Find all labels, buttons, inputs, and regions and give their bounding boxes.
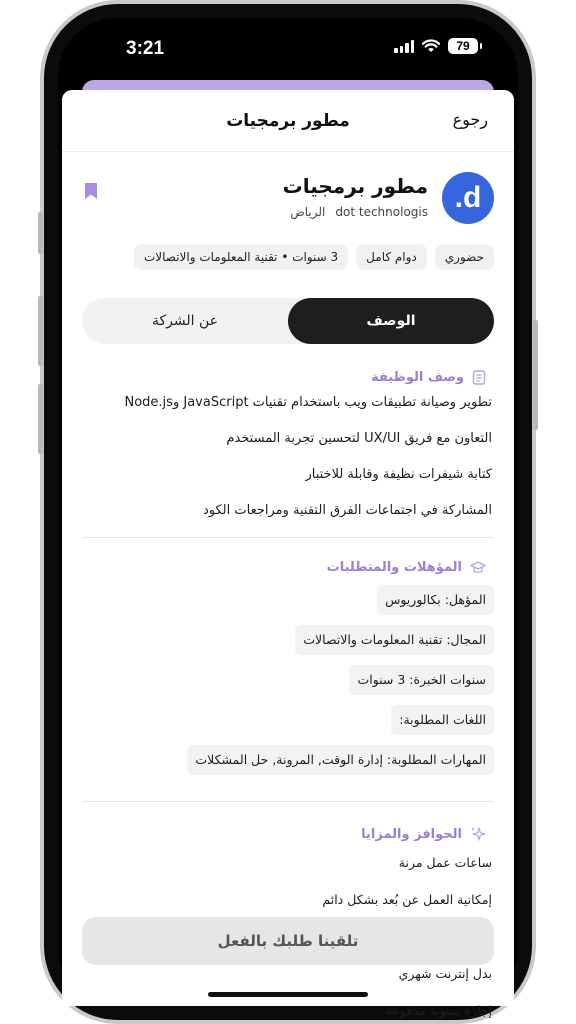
back-button[interactable]: رجوع — [452, 110, 488, 129]
description-list — [82, 393, 494, 521]
phone-screen — [58, 18, 518, 1018]
list-item: المؤهل: بكالوريوس — [377, 585, 494, 615]
nav-header — [62, 90, 514, 152]
signal-icon — [394, 39, 414, 53]
company-name: dot technologis — [335, 205, 428, 219]
tab-about-company[interactable]: عن الشركة — [152, 313, 219, 329]
list-item: التعاون مع فريق UX/UI لتحسين تجربة المستخدم — [226, 431, 492, 446]
job-title: مطور برمجيات — [282, 174, 428, 198]
description-title-label: وصف الوظيفة — [371, 370, 464, 385]
apply-status-button[interactable]: تلقينا طلبك بالفعل — [82, 917, 494, 965]
list-item: المشاركة في اجتماعات الفرق التقنية ومراجعات الكود — [202, 503, 492, 518]
page-title: مطور برمجيات — [226, 110, 350, 131]
job-header — [82, 152, 494, 238]
requirements-section-title — [82, 560, 494, 575]
silent-switch — [38, 212, 43, 254]
document-icon — [472, 370, 486, 385]
home-indicator[interactable] — [208, 992, 368, 997]
volume-down-button — [38, 384, 43, 454]
list-item: تطوير وصيانة تطبيقات ويب باستخدام تقنيات JavaScript وNode.js — [124, 395, 492, 410]
tab-description[interactable]: الوصف — [288, 298, 494, 344]
job-location: الرياض — [290, 205, 326, 219]
section-divider — [82, 801, 494, 802]
benefits-section-title — [82, 826, 494, 842]
tag-experience-field: 3 سنوات • تقنية المعلومات والاتصالات — [134, 244, 348, 270]
list-item: إجازة سنوية مدفوعة — [385, 1003, 492, 1018]
battery-icon — [448, 38, 478, 54]
battery-level: 79 — [456, 39, 470, 53]
description-section-title — [82, 370, 494, 385]
list-item: كتابة شيفرات نظيفة وقابلة للاختبار — [305, 467, 492, 482]
job-tags — [82, 244, 494, 270]
company-logo: d. — [442, 172, 494, 224]
list-item: بدل إنترنت شهري — [398, 966, 492, 981]
power-button — [533, 320, 538, 430]
tag-employment-type: دوام كامل — [356, 244, 427, 270]
list-item: إمكانية العمل عن بُعد بشكل دائم — [322, 892, 492, 907]
tab-bar — [82, 298, 494, 344]
graduation-cap-icon — [470, 561, 486, 575]
status-time: 3:21 — [126, 38, 165, 59]
job-details-sheet — [62, 90, 514, 1018]
requirements-list — [82, 585, 494, 775]
status-icons — [394, 38, 478, 54]
list-item: سنوات الخبرة: 3 سنوات — [349, 665, 494, 695]
job-meta — [290, 205, 428, 219]
wifi-icon — [422, 39, 440, 53]
requirements-title-label: المؤهلات والمتطلبات — [326, 560, 462, 575]
section-divider — [82, 537, 494, 538]
bookmark-icon[interactable] — [84, 182, 98, 200]
volume-up-button — [38, 296, 43, 366]
tag-work-mode: حضوري — [435, 244, 494, 270]
job-content — [62, 152, 514, 1020]
benefits-title-label: الحوافز والمزايا — [361, 826, 462, 842]
list-item: المهارات المطلوبة: إدارة الوقت, المرونة, حل المشكلات — [187, 745, 494, 775]
sparkles-icon — [470, 826, 486, 842]
list-item: ساعات عمل مرنة — [398, 855, 492, 870]
list-item: المجال: تقنية المعلومات والاتصالات — [295, 625, 494, 655]
list-item: اللغات المطلوبة: — [391, 705, 494, 735]
